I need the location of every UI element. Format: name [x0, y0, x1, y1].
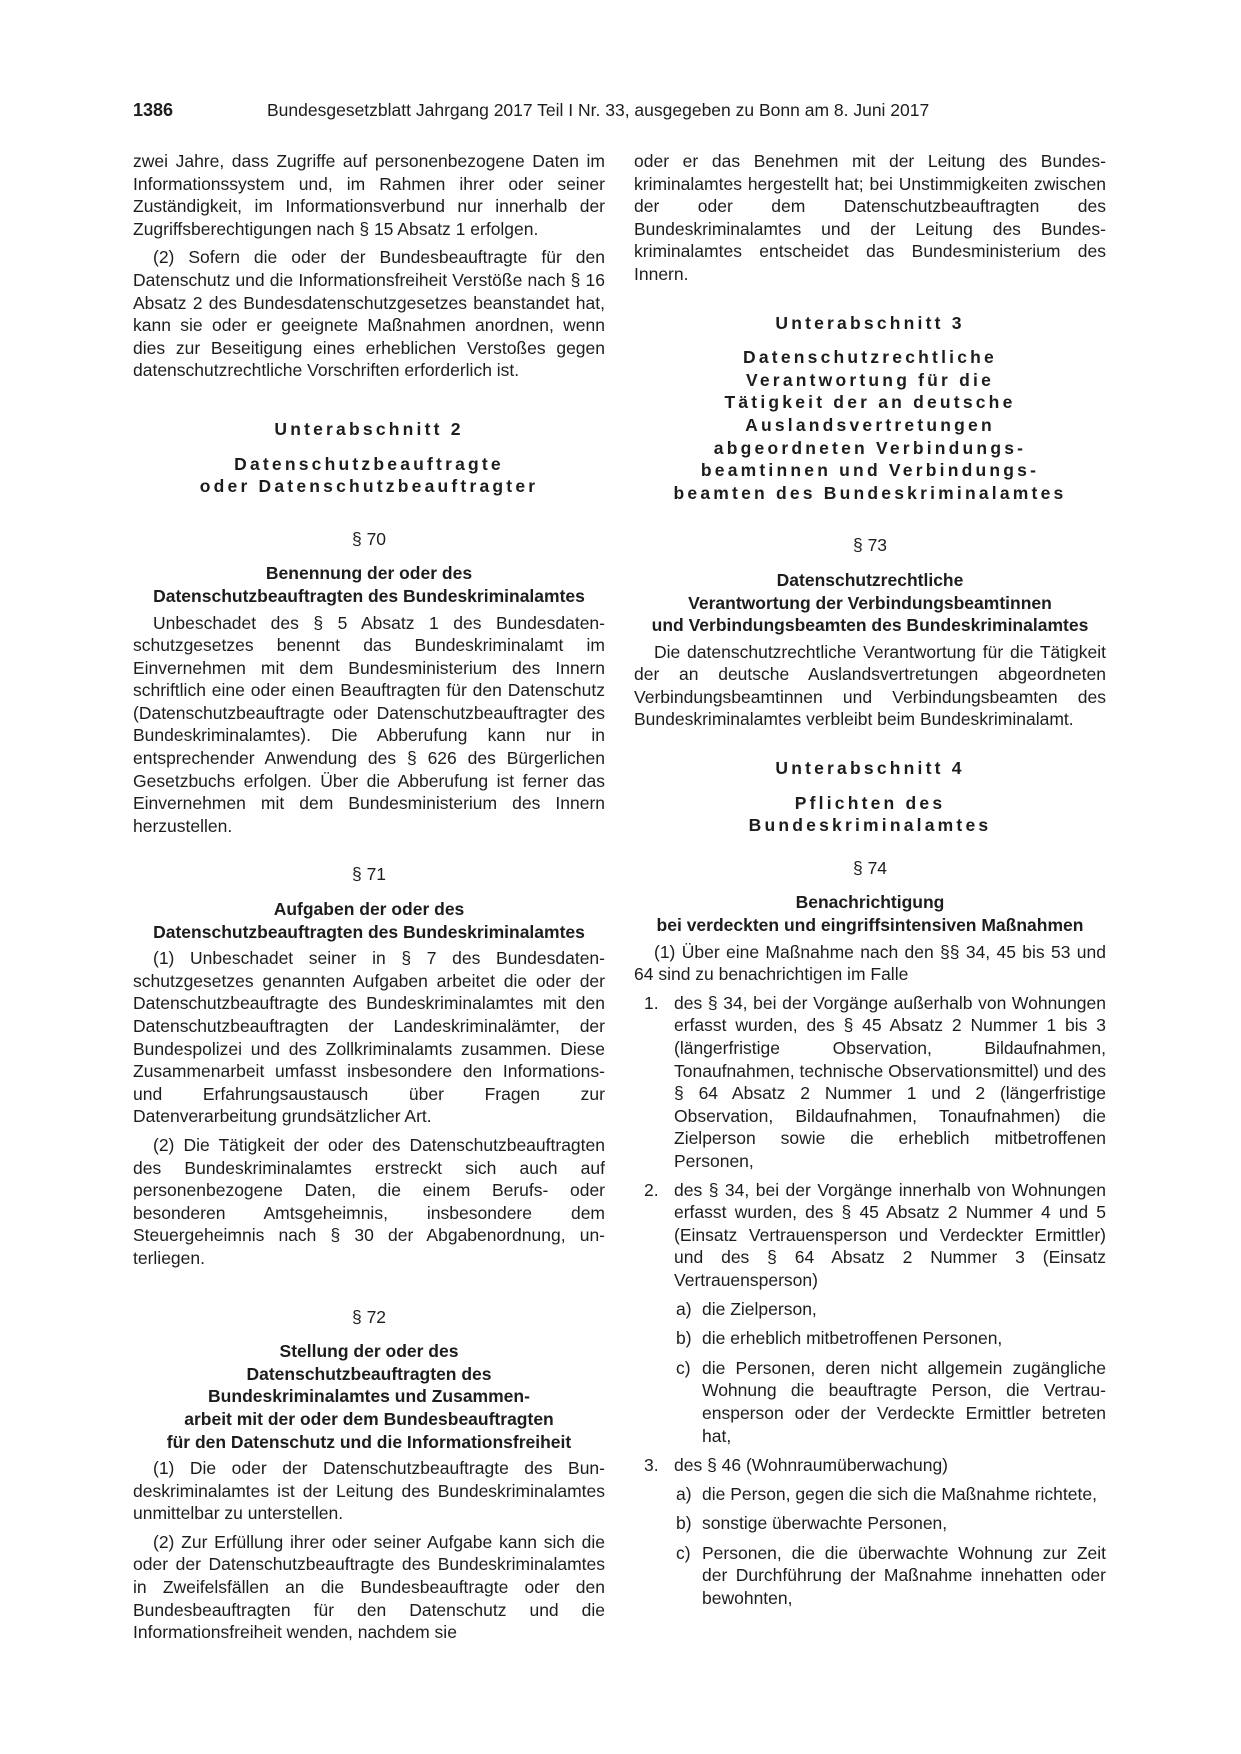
sub-list-item: [634, 1327, 1106, 1350]
subsection-title: Tätigkeit der an deutsche: [724, 392, 1016, 413]
list-letter: a): [676, 1298, 692, 1319]
list-text: Personen, die die überwachte Wohnung zur Zeit der Durchführung der Maßnahme innehatten oder bewohnten,: [702, 1542, 1106, 1609]
subsection-title: Pflichten des: [794, 792, 946, 813]
paragraph: (2) Sofern die oder der Bundesbeauftragte für den Datenschutz und die Informationsfreiheit Verstöße nach § 16 Absatz 2 des Bundesdatenschutzgesetzes beanstandet hat, kann sie oder er geeignete Maßnahmen anordnen, wenn dies zur Beseitigung eines erheblichen Verstoßes gegen datenschutzrechtliche Vorschriften erforderlich ist.: [133, 247, 605, 381]
section-number: § 72: [351, 1306, 387, 1327]
section-title: bei verdeckten und eingriffsintensiven Maßnahmen: [656, 915, 1084, 936]
paragraph: Unbeschadet des § 5 Absatz 1 des Bundesdatenschutzgesetzes benennt das Bundeskriminalamt im Einvernehmen mit dem Bundesministerium des Innern schriftlich eine oder einen Beauftragten für den Datenschutz (Datenschutzbeauftragte oder Datenschutzbeauftragter des Bundeskriminalamtes). Die Abberufung kann nur in entsprechender Anwendung des § 626 des Bürgerlichen Gesetzbuchs erfolgen. Über die Abberufung ist ferner das Einvernehmen mit dem Bundesministerium des Innern herzustellen.: [133, 612, 605, 836]
right-column: [634, 150, 1106, 1617]
section-number: § 74: [852, 857, 888, 878]
subsection-label: Unterabschnitt 2: [274, 418, 464, 439]
page-number: 1386: [133, 100, 174, 120]
subsection-title: Verantwortung für die: [745, 369, 995, 390]
section-title: Aufgaben der oder des: [273, 899, 465, 920]
section-title: Benachrichtigung: [795, 892, 945, 913]
list-text: die Personen, deren nicht allgemein zugängliche Wohnung die beauftragte Person, die Vertrauensperson oder der Verdeckte Ermittler betreten hat,: [702, 1357, 1106, 1446]
section-number: § 71: [351, 864, 387, 885]
subsection-title: beamtinnen und Verbindungs-: [700, 460, 1040, 481]
sub-list-item: [634, 1483, 1106, 1506]
paragraph: (1) Über eine Maßnahme nach den §§ 34, 45 bis 53 und 64 sind zu benachrichtigen im Falle: [634, 941, 1106, 985]
paragraph: Die datenschutzrechtliche Verantwortung für die Tätigkeit der an deutsche Auslandsvertretungen abgeordneten Verbindungsbeamtinnen und Verbindungsbeamten des Bundeskriminalamtes verbleibt beim Bundeskriminalamt.: [634, 641, 1106, 730]
paragraph: (1) Unbeschadet seiner in § 7 des Bundesdatenschutzgesetzes genannten Aufgaben arbeitet die oder der Datenschutzbeauftragte des Bundeskriminalamtes mit den Datenschutzbeauftragten der Landeskriminalämter, der Bundespolizei und des Zollkriminalamts zusammen. Diese Zusammenarbeit umfasst insbesondere den Informations- und Erfahrungsaustausch über Fragen zur Datenverarbeitung grundsätzlicher Art.: [133, 948, 605, 1127]
list-text: des § 46 (Wohnraumüberwachung): [674, 1455, 949, 1476]
subsection-title: abgeordneten Verbindungs-: [713, 437, 1027, 458]
list-letter: c): [676, 1357, 691, 1378]
section-title: Bundeskriminalamtes und Zusammen-: [208, 1386, 530, 1407]
subsection-title: Datenschutzbeauftragte: [234, 453, 504, 474]
sub-list-item: [634, 1542, 1106, 1610]
paragraph: zwei Jahre, dass Zugriffe auf personenbezogene Daten im Informationssystem und, im Rahmen ihrer oder seiner Zuständigkeit, im Informationsverbund nur innerhalb der Zugriffsberechtigungen nach § 15 Absatz 1 erfolgen.: [133, 151, 605, 239]
section-title: für den Datenschutz und die Informationsfreiheit: [166, 1431, 572, 1452]
section-title: Benennung der oder des: [265, 563, 473, 584]
subsection-title: Datenschutzrechtliche: [743, 347, 997, 368]
subsection-title: oder Datenschutzbeauftragter: [199, 476, 539, 497]
list-letter: a): [676, 1483, 692, 1504]
paragraph: (2) Zur Erfüllung ihrer oder seiner Aufgabe kann sich die oder der Datenschutzbeauftragte des Bundeskriminalamtes in Zweifelsfällen an die Bundesbeauftragte oder den Bundesbeauftragten für den Datenschutz und die Informationsfreiheit wenden, nachdem sie: [133, 1531, 605, 1643]
subsection-title: Auslandsvertretungen: [745, 414, 995, 435]
running-title: Bundesgesetzblatt Jahrgang 2017 Teil I Nr. 33, ausgegeben zu Bonn am 8. Juni 2017: [267, 100, 930, 120]
section-title: arbeit mit der oder dem Bundesbeauftragten: [184, 1408, 554, 1429]
list-letter: b): [676, 1513, 692, 1534]
paragraph: (2) Die Tätigkeit der oder des Datenschutzbeauftragten des Bundeskriminalamtes erstreckt sich auch auf personenbezogene Daten, die einem Berufs- oder besonderen Amtsgeheimnis, insbesondere dem Steuergeheimnis nach § 30 der Abgabenordnung, unterliegen.: [133, 1134, 605, 1268]
paragraph: (1) Die oder der Datenschutzbeauftragte des Bundeskriminalamtes ist der Leitung des Bundeskriminalamtes unmittelbar zu unterstellen.: [133, 1458, 605, 1524]
list-item: [634, 1179, 1106, 1292]
paragraph: oder er das Benehmen mit der Leitung des Bundeskriminalamtes hergestellt hat; bei Unstimmigkeiten zwischen der oder dem Datenschutzbeauftragten des Bundeskriminalamtes und der Leitung des Bundeskriminalamtes entscheidet das Bundesministerium des Innern.: [634, 151, 1106, 284]
list-item: [634, 1454, 1106, 1477]
sub-list-item: [634, 1357, 1106, 1447]
list-item: [634, 992, 1106, 1173]
list-text: die erheblich mitbetroffenen Personen,: [702, 1328, 1003, 1349]
section-title: Datenschutzbeauftragten des Bundeskriminalamtes: [153, 921, 585, 942]
left-column: [133, 150, 605, 1650]
sub-list-item: [634, 1512, 1106, 1535]
section-title: Verantwortung der Verbindungsbeamtinnen: [688, 592, 1052, 613]
section-title: Datenschutzrechtliche: [776, 569, 964, 590]
section-number: § 73: [852, 535, 888, 556]
section-title: Stellung der oder des: [279, 1341, 459, 1362]
list-number: 2.: [644, 1179, 659, 1200]
list-letter: c): [676, 1542, 691, 1563]
list-number: 3.: [644, 1455, 659, 1476]
section-title: Datenschutzbeauftragten des: [246, 1363, 492, 1384]
list-text: des § 34, bei der Vorgänge außerhalb von Wohnungen erfasst wurden, des § 45 Absatz 2 Nummer 1 bis 3 (längerfristige Observation, Bildaufnahmen, Tonaufnahmen, technische Observationsmittel) und des § 64 Absatz 2 Nummer 1 und 2 (längerfristige Observation, Bildaufnahmen, Tonaufnahmen) die Zielperson sowie die erheblich mitbetroffenen Personen,: [674, 992, 1106, 1171]
section-number: § 70: [351, 528, 387, 549]
subsection-title: Bundeskriminalamtes: [748, 815, 992, 836]
section-title: und Verbindungsbeamten des Bundeskriminalamtes: [651, 615, 1089, 636]
list-text: die Person, gegen die sich die Maßnahme richtete,: [702, 1483, 1097, 1504]
subsection-title: beamten des Bundeskriminalamtes: [673, 482, 1067, 503]
subsection-label: Unterabschnitt 4: [775, 758, 965, 779]
list-letter: b): [676, 1328, 692, 1349]
subsection-label: Unterabschnitt 3: [775, 312, 965, 333]
section-title: Datenschutzbeauftragten des Bundeskriminalamtes: [153, 585, 585, 606]
list-text: sonstige überwachte Personen,: [702, 1513, 948, 1534]
list-text: des § 34, bei der Vorgänge innerhalb von Wohnungen erfasst wurden, des § 45 Absatz 2 Nummer 4 und 5 (Einsatz Vertrauensperson und Verdeckter Ermittler) und des § 64 Absatz 2 Nummer 3 (Einsatz Vertrauensperson): [674, 1179, 1106, 1290]
list-number: 1.: [644, 992, 659, 1013]
sub-list-item: [634, 1298, 1106, 1321]
list-text: die Zielperson,: [702, 1298, 817, 1319]
